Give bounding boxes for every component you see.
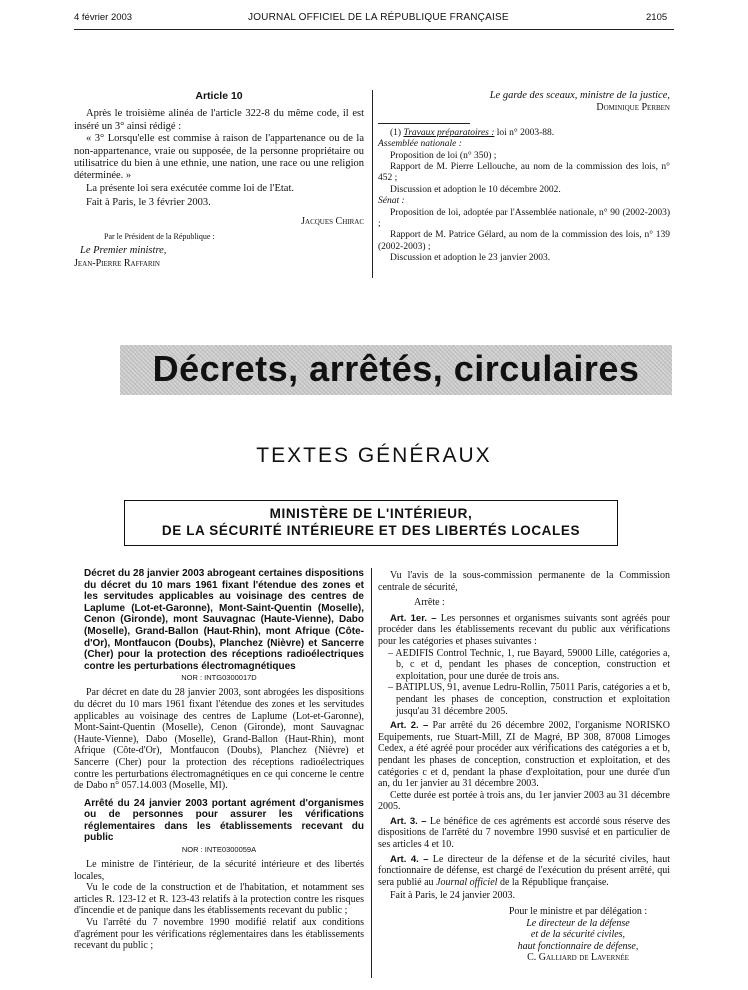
- footnote-item: Rapport de M. Patrice Gélard, au nom de la commission des lois, n° 139 (2002-2003) ;: [378, 230, 670, 252]
- arrete-nor: NOR : INTE0300059A: [181, 845, 257, 855]
- footnote-label: Travaux préparatoires :: [403, 127, 495, 138]
- footnote-item: Proposition de loi, adoptée par l'Assemblée nationale, n° 90 (2002-2003) ;: [378, 207, 670, 230]
- column-divider: [371, 568, 372, 978]
- bottom-left-column: [74, 568, 364, 952]
- fait-a-paris: Fait à Paris, le 24 janvier 2003.: [390, 890, 515, 902]
- signatory-name: Jacques Chirac: [301, 215, 364, 227]
- article-text: Le directeur de la défense et de la sécurité civiles, haut fonctionnaire de défense, est chargé de l'exécution du présent arrêté, qui sera publié au: [378, 853, 670, 888]
- list-item: – BATIPLUS, 91, avenue Ledru-Rollin, 75011 Paris, catégories a et b, pendant les phases de conception, construction et exploitation jusqu'au 31 décembre 2005.: [388, 682, 670, 717]
- article-label: Art. 4. –: [390, 853, 429, 865]
- article-label: Art. 1er. –: [390, 612, 437, 624]
- signature-block: [488, 906, 668, 964]
- article-paragraph: Après le troisième alinéa de l'article 322-8 du même code, il est inséré un 3° ainsi rédigé :: [74, 108, 364, 132]
- article-text: Le bénéfice de ces agréments est accordé sous réserve des dispositions de l'arrêté du 7 novembre 1990 susvisé et en particulier de ses articles 4 et 10.: [378, 815, 670, 851]
- signature-title: Le directeur de la défense: [526, 917, 630, 929]
- header-rule: [74, 29, 674, 30]
- garde-title: Le garde des sceaux, ministre de la justice,: [489, 90, 670, 101]
- article-text: de la République française.: [497, 876, 609, 888]
- assemblee-label: Assemblée nationale :: [378, 139, 462, 150]
- arrete-paragraph: Vu l'avis de la sous-commission permanente de la Commission centrale de sécurité,: [378, 570, 670, 593]
- garde-name: Dominique Perben: [596, 102, 670, 114]
- bottom-right-column: [378, 570, 670, 964]
- header-page-number: 2105: [646, 12, 668, 23]
- pm-name: Jean-Pierre Raffarin: [74, 257, 160, 269]
- article-paragraph: Fait à Paris, le 3 février 2003.: [86, 197, 211, 209]
- signature-title: haut fonctionnaire de défense,: [517, 940, 639, 952]
- article-paragraph: Cette durée est portée à trois ans, du 1er janvier 2003 au 31 décembre 2005.: [378, 789, 670, 813]
- banner-title: Décrets, arrêtés, circulaires: [152, 348, 640, 389]
- delegation-label: Pour le ministre et par délégation :: [508, 906, 648, 918]
- footnote-item: Discussion et adoption le 23 janvier 2003.: [390, 253, 551, 264]
- footnote-item: Discussion et adoption le 10 décembre 2002.: [390, 184, 561, 195]
- arrete-paragraph: Vu l'arrêté du 7 novembre 1990 modifié relatif aux conditions d'agrément pour les vérifications réglementaires dans les établissements recevant du public ;: [74, 917, 364, 952]
- header-journal-title: JOURNAL OFFICIEL DE LA RÉPUBLIQUE FRANÇAISE: [248, 12, 509, 23]
- ministry-line-2: DE LA SÉCURITÉ INTÉRIEURE ET DES LIBERTÉS LOCALES: [161, 523, 581, 538]
- article-label: Art. 3. –: [390, 815, 427, 827]
- decret-title: Décret du 28 janvier 2003 abrogeant certaines dispositions du décret du 10 mars 1961 fixant l'étendue des zones et les servitudes applicables au voisinage des centres de Laplume (Lot-et-Garonne), Mont-Saint-Quentin (Moselle), Cenon (Gironde), mont Sauvagnac (Haute-Vienne), Dabo (Moselle), Grand-Ballon (Haut-Rhin), mont Afrique (Côte-d'Or), Montfaucon (Doubs), Planchez (Nièvre) et Sancerre (Cher) pour la protection des réceptions radioélectriques contre les perturbations électromagnétiques: [84, 568, 364, 672]
- by-president-label: Par le Président de la République :: [104, 232, 215, 242]
- section-title: TEXTES GÉNÉRAUX: [256, 444, 492, 467]
- footnote-number: (1): [390, 127, 404, 138]
- article-text: Les personnes et organismes suivants sont agréés pour procéder dans les établissements recevant du public aux vérifications pour les catégories et phases suivantes :: [378, 612, 670, 647]
- footnote: [378, 128, 670, 265]
- arrete-paragraph: Vu le code de la construction et de l'habitation, et notamment ses articles R. 123-12 et R. 123-43 relatifs à la protection contre les risques d'incendie et de panique dans les établissements recevant du public ;: [74, 882, 364, 917]
- article-label: Art. 2. –: [390, 720, 429, 732]
- article-text: Par arrêté du 26 décembre 2002, l'organisme NORISKO Equipements, rue Stuart-Mill, ZI de Magré, BP 308, 87008 Limoges Cedex, a été agréé pour procéder aux vérifications des catégories a et b, pendant les phases de conception, construction et exploitation, et des catégories c et d, pendant la phase d'exploitation, pour une durée d'un an, du 1er janvier au 31 décembre 2003.: [378, 720, 670, 790]
- arrete-word: Arrête :: [414, 597, 445, 609]
- top-left-column: [74, 90, 364, 270]
- footnote-item: Proposition de loi (n° 350) ;: [390, 150, 497, 161]
- signature-title: et de la sécurité civiles,: [530, 929, 626, 941]
- journal-officiel-ref: Journal officiel: [436, 876, 498, 888]
- decret-nor: NOR : INTG0300017D: [181, 673, 257, 683]
- ministry-box: [124, 500, 618, 546]
- footnote-item: Rapport de M. Pierre Lellouche, au nom de la commission des lois, n° 452 ;: [378, 162, 670, 184]
- header-date: 4 février 2003: [74, 12, 133, 23]
- article-paragraph: La présente loi sera exécutée comme loi de l'Etat.: [86, 182, 295, 194]
- arrete-title: Arrêté du 24 janvier 2003 portant agrément d'organismes ou de personnes pour assurer les vérifications réglementaires dans les établissements recevant du public: [84, 797, 364, 844]
- senat-label: Sénat :: [378, 196, 405, 207]
- article-paragraph: « 3° Lorsqu'elle est commise à raison de l'appartenance ou de la non-appartenance, vraie ou supposée, de la personne propriétaire ou utilisatrice du bien à une ethnie, une nation, une race ou une religion déterminée. »: [74, 133, 364, 182]
- decret-body: Par décret en date du 28 janvier 2003, sont abrogées les dispositions du décret du 10 mars 1961 fixant l'étendue des zones et les servitudes applicables au voisinage des centres de Laplume (Lot-et-Garonne), Mont-Saint-Quentin (Moselle), Cenon (Gironde), mont Sauvagnac (Haute-Vienne), Dabo (Moselle), Grand-Ballon (Haut-Rhin), mont Afrique (Côte-d'Or), Montfaucon (Doubs), Planchez (Nièvre) et Sancerre (Cher) pour la protection des réceptions radioélectriques contre les perturbations électromagnétiques en ce qui concerne le centre de Dabo n° 057.14.003 (Moselle, MI).: [74, 687, 364, 792]
- top-right-column: [378, 90, 670, 265]
- signature-name: C. Galliard de Lavernée: [527, 952, 629, 964]
- article-title: Article 10: [195, 90, 243, 102]
- column-divider: [372, 90, 373, 278]
- list-item: – AEDIFIS Control Technic, 1, rue Bayard, 59000 Lille, catégories a, b, c et d, pendant les phases de conception, construction et exploitation, pour une durée de trois ans.: [388, 647, 670, 682]
- footnote-rule: [378, 123, 470, 124]
- pm-title: Le Premier ministre,: [80, 245, 167, 257]
- arrete-paragraph: Le ministre de l'intérieur, de la sécurité intérieure et des libertés locales,: [74, 859, 364, 882]
- footnote-law: loi n° 2003-88.: [494, 127, 555, 138]
- section-banner: [120, 345, 672, 395]
- ministry-line-1: MINISTÈRE DE L'INTÉRIEUR,: [269, 506, 473, 521]
